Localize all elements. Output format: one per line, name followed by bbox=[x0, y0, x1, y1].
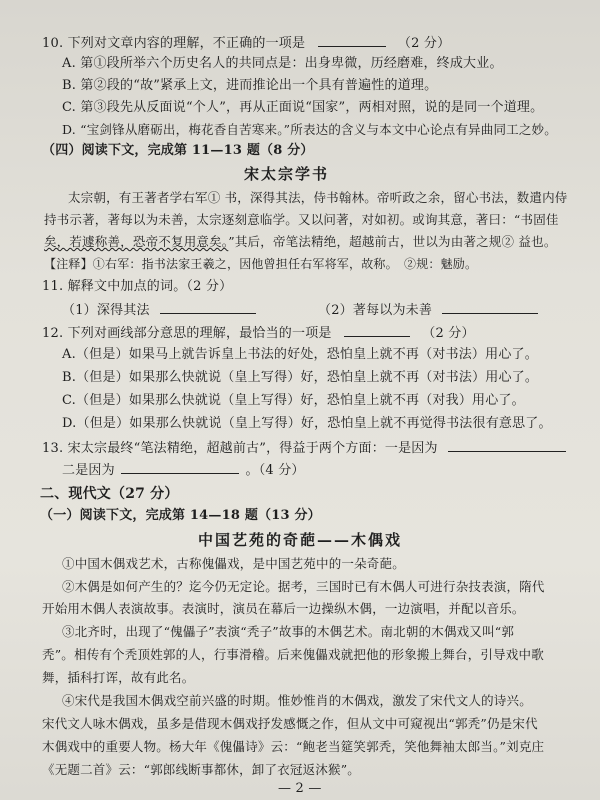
section4-passage-line-2: 持书示著，著每以为未善，太宗逐刻意临学。又以问著，对如初。或询其意，著曰：“书固佳 bbox=[44, 212, 559, 227]
section4-passage-line-3 bbox=[44, 232, 557, 252]
q11-item-2-blank[interactable] bbox=[442, 299, 538, 314]
section4-passage-line-1: 太宗朝，有王著者学右军① 书，深得其法，侍书翰林。帝听政之余，留心书法，数遣内侍 bbox=[68, 190, 568, 205]
part2-para-2-line-1: ②木偶是如何产生的？迄今仍无定论。据考，三国时已有木偶人可进行杂技表演，隋代 bbox=[62, 579, 545, 594]
q13-line-2 bbox=[62, 459, 305, 481]
part2-para-3-line-3: 舞，插科打诨，故有此名。 bbox=[42, 670, 195, 685]
q13-line2-end: 。（4 分） bbox=[245, 463, 305, 478]
q13-line2-start: 二是因为 bbox=[62, 463, 115, 478]
q13-blank-1[interactable] bbox=[448, 437, 566, 452]
section4-title: 宋太宗学书 bbox=[244, 165, 330, 183]
q10-score: （2 分） bbox=[397, 36, 451, 51]
q11-item-1 bbox=[62, 299, 256, 321]
q12-option-b: B.（但是）如果那么快就说（皇上写得）好，恐怕皇上就不再（对书法）用心了。 bbox=[62, 370, 539, 385]
q10-answer-blank[interactable] bbox=[318, 32, 386, 47]
passage-line-3-rest: ”其后，帝笔法精绝，超越前古，世以为由著之规② 益也。 bbox=[228, 234, 557, 249]
q12-option-a: A.（但是）如果马上就告诉皇上书法的好处，恐怕皇上就不再（对书法）用心了。 bbox=[62, 347, 538, 362]
q12-stem: 12. 下列对画线部分意思的理解，最恰当的一项是 bbox=[42, 326, 332, 341]
q10-stem: 10. 下列对文章内容的理解，不正确的一项是 bbox=[42, 36, 306, 51]
q11-item-1-blank[interactable] bbox=[160, 299, 256, 314]
part2-para-1: ①中国木偶戏艺术，古称傀儡戏，是中国艺苑中的一朵奇葩。 bbox=[62, 556, 405, 571]
section4-header: （四）阅读下文，完成第 11—13 题（8 分） bbox=[42, 143, 314, 158]
page-number: — 2 — bbox=[278, 781, 322, 796]
q12-stem-line bbox=[42, 322, 475, 344]
q11-item-2 bbox=[318, 299, 538, 321]
q12-answer-blank[interactable] bbox=[344, 322, 410, 337]
part2-para-3-line-2: 秃”。相传有个秃顶姓郭的人，行事滑稽。后来傀儡戏就把他的形象搬上舞台，引导戏中歌 bbox=[42, 647, 544, 662]
q12-option-c: C.（但是）如果那么快就说（皇上写得）好，恐怕皇上就不再（对我）用心了。 bbox=[62, 393, 525, 408]
part2-subheader: （一）阅读下文，完成第 14—18 题（13 分） bbox=[40, 508, 321, 523]
q13-blank-2[interactable] bbox=[121, 459, 239, 474]
q13-stem: 13. 宋太宗最终“笔法精绝，超越前古”，得益于两个方面：一是因为 bbox=[42, 441, 438, 456]
q11-stem: 11. 解释文中加点的词。（2 分） bbox=[42, 279, 233, 294]
q10-option-a: A. 第①段所举六个历史名人的共同点是：出身卑微，历经磨难，终成大业。 bbox=[62, 56, 503, 71]
part2-header: 二、现代文（27 分） bbox=[40, 486, 179, 502]
q10-option-d: D. “宝剑锋从磨砺出，梅花香自苦寒来。”所表达的含义与本文中心论点有异曲同工之妙。 bbox=[62, 122, 557, 137]
section4-note: 【注释】①右军：指书法家王羲之，因他曾担任右军将军，故称。 ②规：魅励。 bbox=[44, 257, 478, 271]
underlined-sentence: 矣，若遽称善，恐帝不复用意矣。 bbox=[44, 234, 229, 249]
part2-para-2-line-2: 开始用木偶人表演故事。表演时，演员在幕后一边操纵木偶，一边演唱，并配以音乐。 bbox=[42, 601, 525, 616]
part2-para-3-line-1: ③北齐时，出现了“傀儡子”表演“秃子”故事的木偶艺术。南北朝的木偶戏又叫“郭 bbox=[62, 624, 515, 639]
q11-item-1-label: （1）深得其法 bbox=[62, 303, 150, 318]
part2-title: 中国艺苑的奇葩——木偶戏 bbox=[198, 531, 403, 549]
q10-stem-line bbox=[42, 32, 450, 54]
q13-stem-line bbox=[42, 437, 566, 459]
part2-para-4-line-1: ④宋代是我国木偶戏空前兴盛的时期。惟妙惟肖的木偶戏，激发了宋代文人的诗兴。 bbox=[62, 693, 532, 708]
q12-score: （2 分） bbox=[422, 326, 475, 341]
q10-option-b: B. 第②段的“故”紧承上文，进而推论出一个具有普遍性的道理。 bbox=[62, 78, 438, 93]
q12-option-d: D.（但是）如果那么快就说（皇上写得）好，恐怕皇上就不再觉得书法很有意思了。 bbox=[62, 416, 552, 431]
part2-para-4-line-3: 木偶戏中的重要人物。杨大年《傀儡诗》云：“鲍老当筵笑郭秃，笑他舞袖太郎当。”刘克庄 bbox=[42, 739, 545, 754]
part2-para-4-line-2: 宋代文人咏木偶戏，虽多是借现木偶戏抒发感慨之作，但从文中可窥视出“郭秃”仍是宋代 bbox=[42, 716, 538, 731]
q11-item-2-label: （2）著每以为未善 bbox=[318, 303, 433, 318]
part2-para-4-line-4: 《无题二首》云：“郭郎线断事都休，卸了衣冠返沐猴”。 bbox=[42, 762, 360, 777]
q10-option-c: C. 第③段先从反面说“个人”，再从正面说“国家”，两相对照，说的是同一个道理。 bbox=[62, 100, 544, 115]
